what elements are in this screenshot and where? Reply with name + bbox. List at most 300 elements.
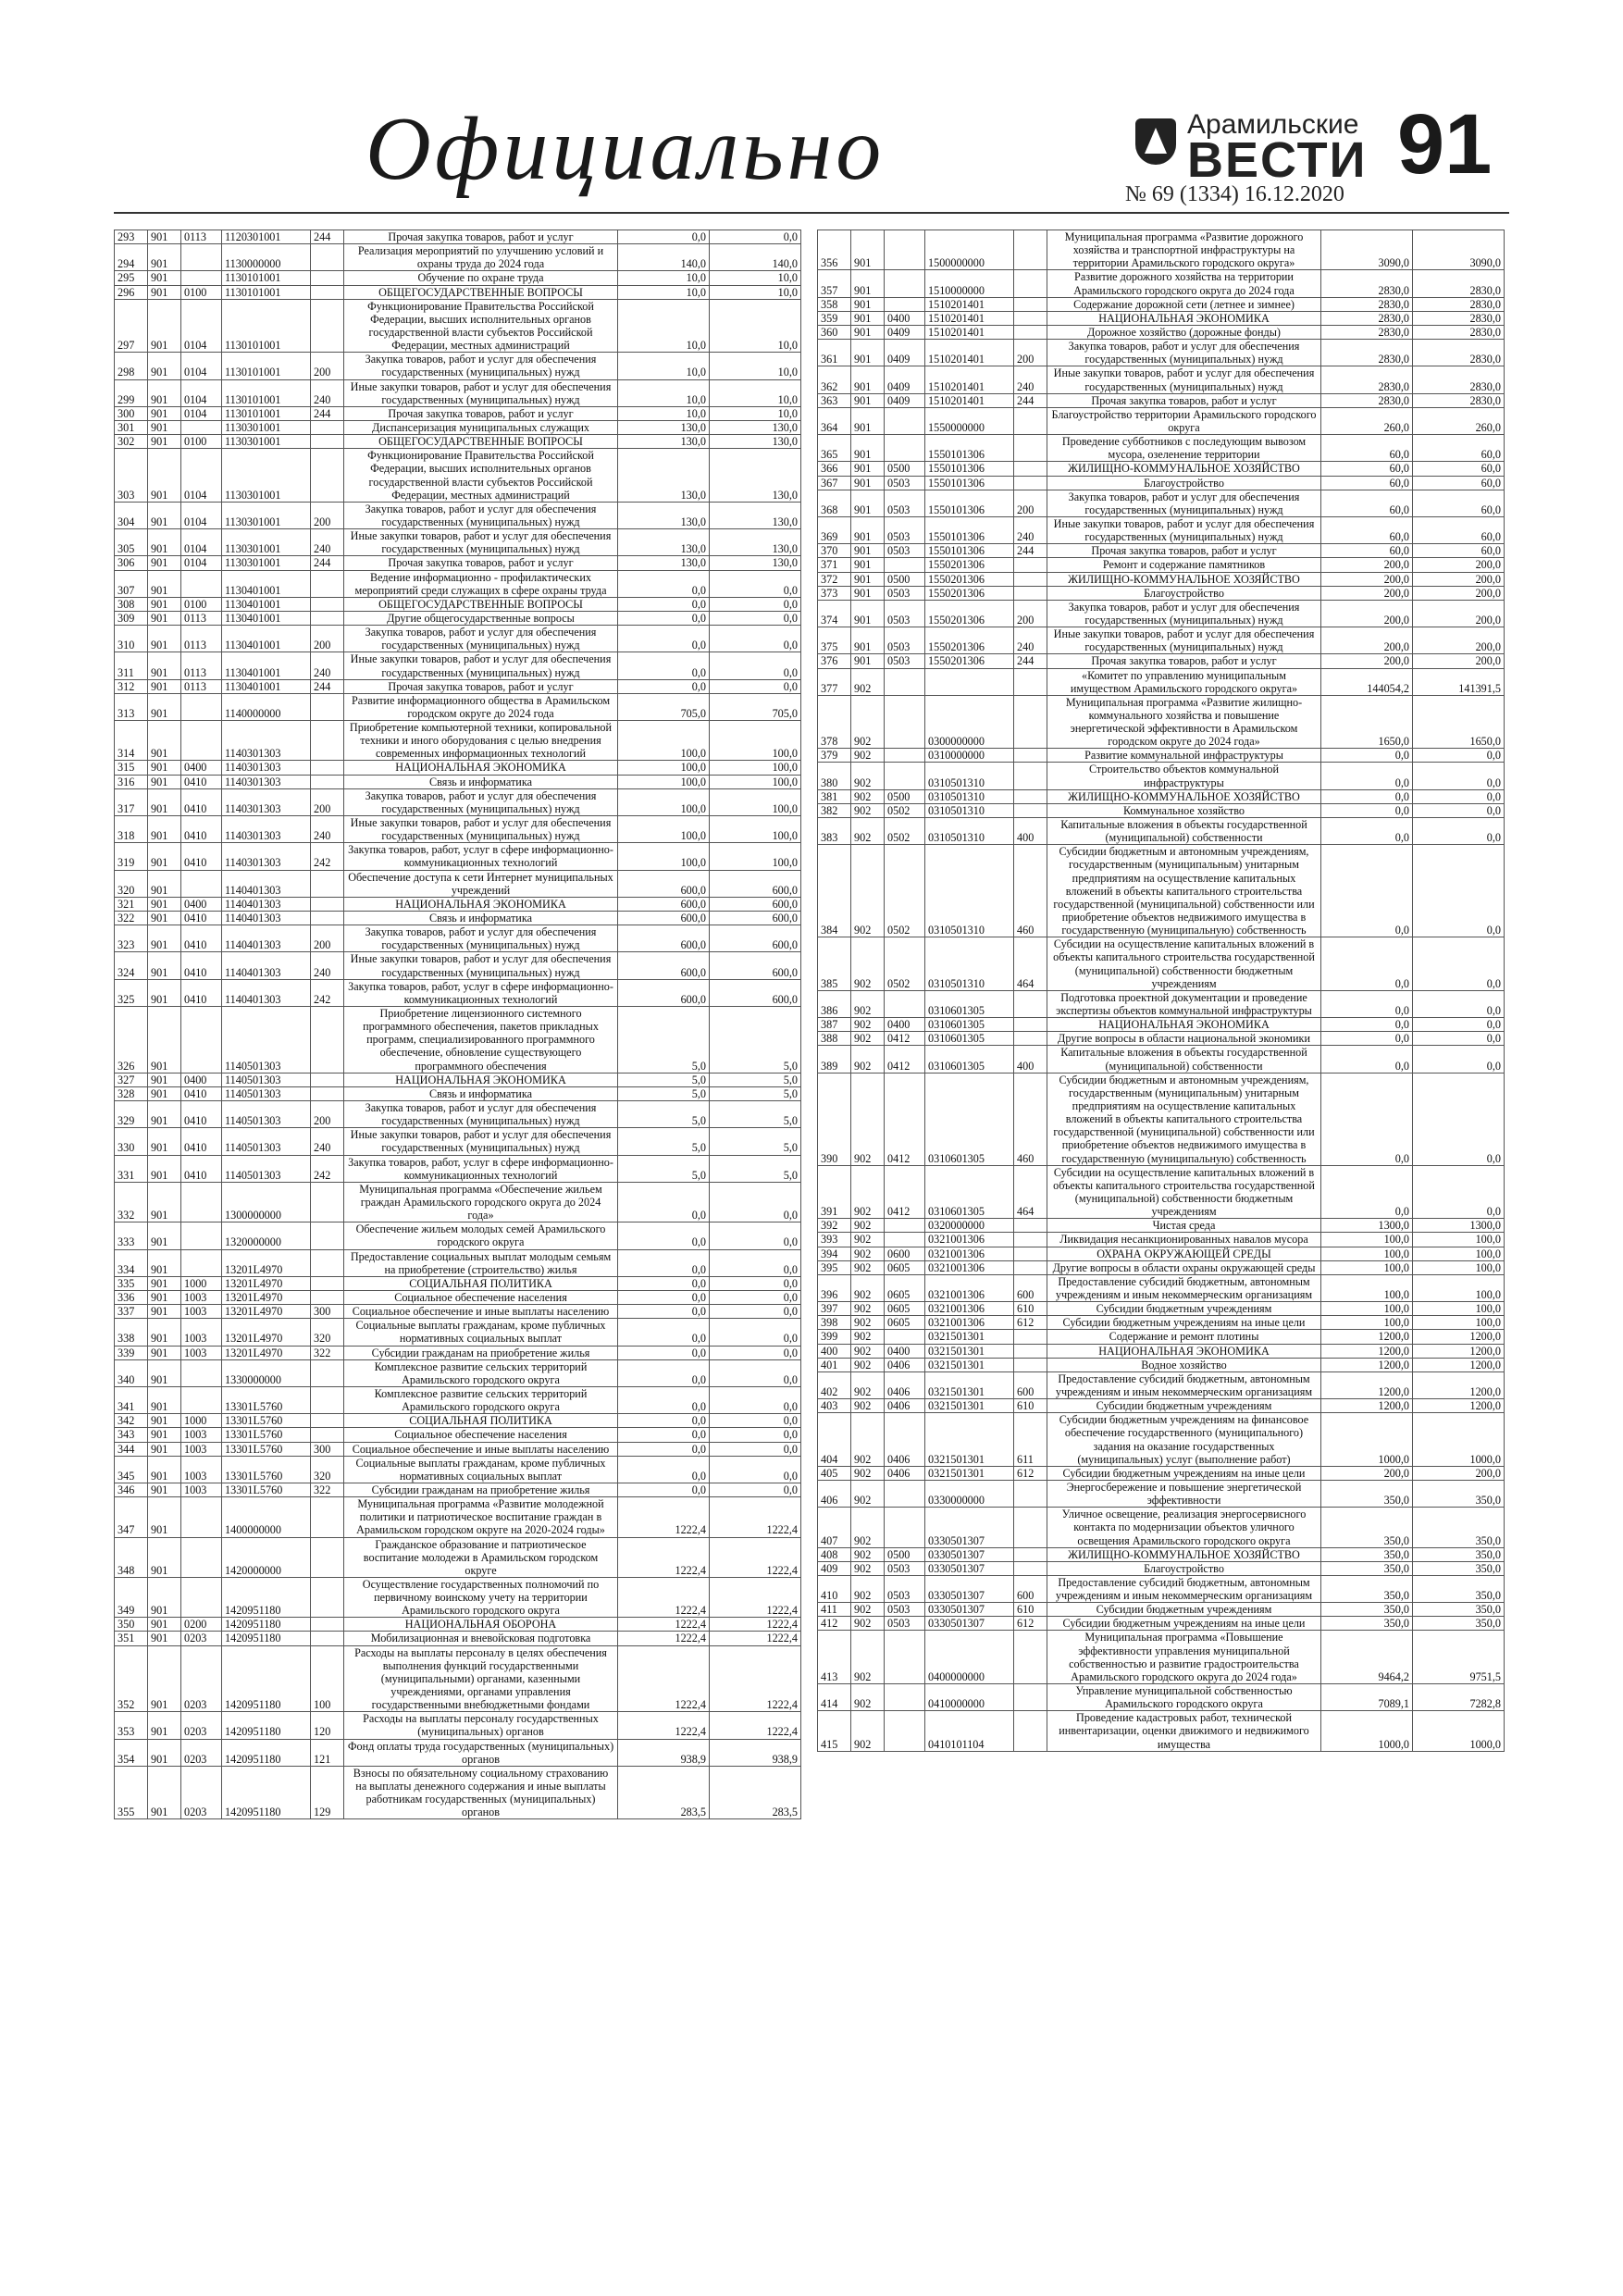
expense-type-cell: 400 <box>1014 818 1047 845</box>
expense-type-cell <box>311 1073 344 1086</box>
row-number-cell: 314 <box>115 721 148 761</box>
section-code-cell: 0100 <box>181 435 222 449</box>
target-article-cell: 1130101001 <box>222 379 311 406</box>
department-code-cell: 901 <box>851 558 885 572</box>
row-number-cell: 396 <box>818 1274 851 1301</box>
table-row <box>818 490 1505 516</box>
table-row <box>818 230 1505 270</box>
department-code-cell: 901 <box>851 340 885 366</box>
table-row <box>115 1290 801 1304</box>
row-number-cell: 318 <box>115 816 148 843</box>
table-row <box>818 1371 1505 1398</box>
amount-2022-cell: 0,0 <box>1413 1165 1505 1219</box>
section-code-cell: 0400 <box>885 1018 925 1032</box>
amount-2021-cell: 0,0 <box>1321 803 1413 817</box>
item-name-cell: Предоставление субсидий бюджетным, автономным учреждениям и иным некоммерческим организациям <box>1047 1371 1321 1398</box>
amount-2022-cell: 1222,4 <box>710 1712 801 1739</box>
department-code-cell: 901 <box>148 406 181 420</box>
target-article-cell: 1130101001 <box>222 353 311 379</box>
amount-2021-cell: 0,0 <box>1321 845 1413 937</box>
row-number-cell: 353 <box>115 1712 148 1739</box>
table-row <box>115 420 801 434</box>
department-code-cell: 902 <box>851 1561 885 1575</box>
expense-type-cell <box>1014 1561 1047 1575</box>
budget-table-right <box>817 230 1505 1752</box>
expense-type-cell <box>311 1222 344 1249</box>
section-code-cell: 0406 <box>885 1466 925 1480</box>
target-article-cell: 1550101306 <box>925 490 1014 516</box>
department-code-cell: 901 <box>148 1319 181 1346</box>
amount-2022-cell: 1200,0 <box>1413 1399 1505 1413</box>
item-name-cell: НАЦИОНАЛЬНАЯ ОБОРОНА <box>344 1618 618 1632</box>
target-article-cell: 1130301001 <box>222 435 311 449</box>
expense-type-cell <box>1014 476 1047 490</box>
item-name-cell: Субсидии бюджетным учреждениям на финансовое обеспечение государственного (муниципального) задания на оказание государственных (муниципальных) услуг (выполнение работ) <box>1047 1413 1321 1467</box>
expense-type-cell <box>311 761 344 775</box>
row-number-cell: 293 <box>115 230 148 244</box>
row-number-cell: 364 <box>818 407 851 434</box>
department-code-cell: 901 <box>851 516 885 543</box>
table-row <box>115 775 801 788</box>
expense-type-cell: 464 <box>1014 937 1047 991</box>
department-code-cell: 902 <box>851 990 885 1017</box>
amount-2021-cell: 350,0 <box>1321 1561 1413 1575</box>
amount-2021-cell: 130,0 <box>618 502 710 528</box>
expense-type-cell: 200 <box>311 925 344 952</box>
expense-type-cell <box>1014 230 1047 270</box>
item-name-cell: СОЦИАЛЬНАЯ ПОЛИТИКА <box>344 1276 618 1290</box>
amount-2021-cell: 600,0 <box>618 897 710 911</box>
expense-type-cell <box>311 435 344 449</box>
section-code-cell: 1003 <box>181 1483 222 1496</box>
row-number-cell: 391 <box>818 1165 851 1219</box>
target-article-cell: 0321501301 <box>925 1330 1014 1344</box>
target-article-cell: 0310601305 <box>925 1018 1014 1032</box>
section-code-cell: 0113 <box>181 679 222 693</box>
amount-2021-cell: 1222,4 <box>618 1632 710 1645</box>
section-code-cell: 0410 <box>181 775 222 788</box>
amount-2022-cell: 140,0 <box>710 244 801 271</box>
amount-2021-cell: 0,0 <box>618 611 710 625</box>
target-article-cell: 1550101306 <box>925 544 1014 558</box>
amount-2022-cell: 9751,5 <box>1413 1631 1505 1684</box>
amount-2021-cell: 350,0 <box>1321 1508 1413 1547</box>
amount-2022-cell: 283,5 <box>710 1766 801 1819</box>
expense-type-cell: 322 <box>311 1483 344 1496</box>
expense-type-cell <box>1014 435 1047 462</box>
department-code-cell: 901 <box>851 311 885 325</box>
amount-2022-cell: 200,0 <box>1413 654 1505 668</box>
department-code-cell: 901 <box>148 1101 181 1128</box>
row-number-cell: 406 <box>818 1480 851 1507</box>
section-code-cell <box>181 1007 222 1074</box>
row-number-cell: 301 <box>115 420 148 434</box>
target-article-cell: 1140301303 <box>222 816 311 843</box>
amount-2022-cell: 130,0 <box>710 556 801 570</box>
item-name-cell: Проведение кадастровых работ, технической инвентаризации, оценки движимого и недвижимого имущества <box>1047 1711 1321 1751</box>
row-number-cell: 335 <box>115 1276 148 1290</box>
department-code-cell: 901 <box>148 271 181 285</box>
amount-2021-cell: 3090,0 <box>1321 230 1413 270</box>
section-code-cell <box>885 749 925 763</box>
department-code-cell: 901 <box>148 1537 181 1577</box>
amount-2021-cell: 60,0 <box>1321 544 1413 558</box>
target-article-cell: 1550201306 <box>925 572 1014 586</box>
section-code-cell: 0203 <box>181 1766 222 1819</box>
amount-2022-cell: 10,0 <box>710 271 801 285</box>
row-number-cell: 404 <box>818 1413 851 1467</box>
target-article-cell: 1140401303 <box>222 912 311 925</box>
amount-2022-cell: 200,0 <box>1413 627 1505 654</box>
department-code-cell: 901 <box>148 1276 181 1290</box>
expense-type-cell <box>311 244 344 271</box>
amount-2022-cell: 5,0 <box>710 1101 801 1128</box>
department-code-cell: 902 <box>851 1302 885 1316</box>
amount-2021-cell: 0,0 <box>618 230 710 244</box>
department-code-cell: 901 <box>851 586 885 600</box>
row-number-cell: 411 <box>818 1603 851 1617</box>
expense-type-cell: 400 <box>1014 1046 1047 1073</box>
item-name-cell: Прочая закупка товаров, работ и услуг <box>1047 393 1321 407</box>
item-name-cell: Закупка товаров, работ, услуг в сфере информационно-коммуникационных технологий <box>344 1155 618 1182</box>
table-row <box>115 597 801 611</box>
section-code-cell <box>885 435 925 462</box>
section-code-cell <box>181 244 222 271</box>
item-name-cell: Субсидии гражданам на приобретение жилья <box>344 1483 618 1496</box>
target-article-cell: 1420951180 <box>222 1645 311 1712</box>
amount-2022-cell: 60,0 <box>1413 462 1505 476</box>
row-number-cell: 351 <box>115 1632 148 1645</box>
table-row <box>115 1155 801 1182</box>
section-code-cell: 0412 <box>885 1073 925 1165</box>
item-name-cell: Муниципальная программа «Развитие дорожного хозяйства и транспортной инфраструктуры на территории Арамильского городского округа» <box>1047 230 1321 270</box>
amount-2022-cell: 600,0 <box>710 952 801 979</box>
target-article-cell: 0410000000 <box>925 1684 1014 1711</box>
table-row <box>818 937 1505 991</box>
section-code-cell <box>885 558 925 572</box>
amount-2021-cell: 100,0 <box>1321 1274 1413 1301</box>
section-code-cell: 0600 <box>885 1247 925 1260</box>
section-code-cell: 0410 <box>181 925 222 952</box>
amount-2021-cell: 100,0 <box>1321 1302 1413 1316</box>
amount-2022-cell: 0,0 <box>710 1483 801 1496</box>
target-article-cell: 0310501310 <box>925 789 1014 803</box>
department-code-cell: 902 <box>851 1575 885 1602</box>
row-number-cell: 362 <box>818 366 851 393</box>
department-code-cell: 902 <box>851 1413 885 1467</box>
target-article-cell: 0321501301 <box>925 1466 1014 1480</box>
expense-type-cell <box>1014 558 1047 572</box>
row-number-cell: 309 <box>115 611 148 625</box>
expense-type-cell: 612 <box>1014 1617 1047 1631</box>
table-row <box>115 435 801 449</box>
table-row <box>115 1483 801 1496</box>
amount-2021-cell: 100,0 <box>618 788 710 815</box>
department-code-cell: 901 <box>148 1414 181 1428</box>
target-article-cell: 1510201401 <box>925 325 1014 339</box>
section-code-cell: 0410 <box>181 816 222 843</box>
item-name-cell: Субсидии бюджетным учреждениям <box>1047 1603 1321 1617</box>
amount-2022-cell: 100,0 <box>710 775 801 788</box>
table-row <box>818 1480 1505 1507</box>
table-row <box>115 1319 801 1346</box>
department-code-cell: 901 <box>148 1739 181 1766</box>
department-code-cell: 902 <box>851 1073 885 1165</box>
item-name-cell: Субсидии бюджетным и автономным учреждениям, государственным (муниципальным) унитарным предприятиям на осуществление капитальных вложений в объекты капитального строительства государственной (муниципальной) собственности или приобретение объектов недвижимого имущества в государственную (муниципальную) собственность <box>1047 845 1321 937</box>
table-row <box>818 476 1505 490</box>
item-name-cell: Закупка товаров, работ и услуг для обеспечения государственных (муниципальных) нужд <box>344 788 618 815</box>
item-name-cell: Иные закупки товаров, работ и услуг для обеспечения государственных (муниципальных) нужд <box>344 952 618 979</box>
amount-2022-cell: 10,0 <box>710 406 801 420</box>
target-article-cell: 1320000000 <box>222 1222 311 1249</box>
amount-2021-cell: 1200,0 <box>1321 1344 1413 1358</box>
table-row <box>115 379 801 406</box>
row-number-cell: 300 <box>115 406 148 420</box>
amount-2022-cell: 2830,0 <box>1413 297 1505 311</box>
table-row <box>818 789 1505 803</box>
section-code-cell <box>181 1386 222 1413</box>
target-article-cell: 1550000000 <box>925 407 1014 434</box>
expense-type-cell <box>311 1007 344 1074</box>
expense-type-cell: 460 <box>1014 1073 1047 1165</box>
target-article-cell: 1130401001 <box>222 611 311 625</box>
amount-2022-cell: 5,0 <box>710 1155 801 1182</box>
item-name-cell: Закупка товаров, работ, услуг в сфере информационно-коммуникационных технологий <box>344 843 618 870</box>
row-number-cell: 366 <box>818 462 851 476</box>
table-row <box>115 230 801 244</box>
table-row <box>818 1032 1505 1046</box>
item-name-cell: ОБЩЕГОСУДАРСТВЕННЫЕ ВОПРОСЫ <box>344 285 618 299</box>
target-article-cell: 1550201306 <box>925 600 1014 627</box>
target-article-cell: 1550201306 <box>925 654 1014 668</box>
expense-type-cell <box>311 1618 344 1632</box>
table-row <box>115 1645 801 1712</box>
target-article-cell: 1510201401 <box>925 311 1014 325</box>
amount-2022-cell: 100,0 <box>710 721 801 761</box>
table-row <box>115 406 801 420</box>
item-name-cell: Прочая закупка товаров, работ и услуг <box>1047 544 1321 558</box>
item-name-cell: Прочая закупка товаров, работ и услуг <box>344 556 618 570</box>
target-article-cell: 0321501301 <box>925 1399 1014 1413</box>
amount-2021-cell: 1222,4 <box>618 1537 710 1577</box>
amount-2022-cell: 0,0 <box>1413 937 1505 991</box>
amount-2021-cell: 144054,2 <box>1321 668 1413 695</box>
amount-2022-cell: 350,0 <box>1413 1561 1505 1575</box>
table-row <box>818 627 1505 654</box>
section-code-cell: 0104 <box>181 556 222 570</box>
table-row <box>115 1442 801 1456</box>
row-number-cell: 403 <box>818 1399 851 1413</box>
expense-type-cell <box>1014 1330 1047 1344</box>
department-code-cell: 902 <box>851 1508 885 1547</box>
department-code-cell: 902 <box>851 1684 885 1711</box>
row-number-cell: 398 <box>818 1316 851 1330</box>
target-article-cell: 0310601305 <box>925 1073 1014 1165</box>
target-article-cell: 1130000000 <box>222 244 311 271</box>
amount-2021-cell: 0,0 <box>618 1483 710 1496</box>
department-code-cell: 901 <box>148 1483 181 1496</box>
amount-2021-cell: 1200,0 <box>1321 1330 1413 1344</box>
amount-2022-cell: 130,0 <box>710 529 801 556</box>
amount-2022-cell: 2830,0 <box>1413 311 1505 325</box>
row-number-cell: 305 <box>115 529 148 556</box>
table-row <box>818 1344 1505 1358</box>
row-number-cell: 343 <box>115 1428 148 1442</box>
expense-type-cell: 600 <box>1014 1371 1047 1398</box>
expense-type-cell <box>311 271 344 285</box>
section-code-cell: 0503 <box>885 586 925 600</box>
table-row <box>818 1316 1505 1330</box>
section-code-cell: 0410 <box>181 1155 222 1182</box>
row-number-cell: 328 <box>115 1086 148 1100</box>
expense-type-cell <box>1014 668 1047 695</box>
expense-type-cell: 200 <box>1014 340 1047 366</box>
section-code-cell: 0406 <box>885 1413 925 1467</box>
table-row <box>115 353 801 379</box>
target-article-cell: 0321001306 <box>925 1247 1014 1260</box>
amount-2022-cell: 100,0 <box>1413 1260 1505 1274</box>
item-name-cell: Субсидии бюджетным и автономным учреждениям, государственным (муниципальным) унитарным предприятиям на осуществление капитальных вложений в объекты капитального строительства государственной (муниципальной) собственности или приобретение объектов недвижимого имущества в государственную (муниципальную) собственность <box>1047 1073 1321 1165</box>
expense-type-cell <box>1014 297 1047 311</box>
expense-type-cell <box>311 912 344 925</box>
amount-2022-cell: 3090,0 <box>1413 230 1505 270</box>
row-number-cell: 397 <box>818 1302 851 1316</box>
section-code-cell <box>885 270 925 297</box>
section-code-cell: 0412 <box>885 1032 925 1046</box>
section-code-cell <box>885 695 925 749</box>
table-row <box>818 544 1505 558</box>
row-number-cell: 400 <box>818 1344 851 1358</box>
table-row <box>115 788 801 815</box>
target-article-cell: 1420951180 <box>222 1766 311 1819</box>
target-article-cell: 1550201306 <box>925 627 1014 654</box>
amount-2022-cell: 0,0 <box>710 570 801 597</box>
target-article-cell: 0300000000 <box>925 695 1014 749</box>
amount-2021-cell: 0,0 <box>618 1414 710 1428</box>
amount-2022-cell: 200,0 <box>1413 1466 1505 1480</box>
section-code-cell: 0410 <box>181 1086 222 1100</box>
section-code-cell: 1003 <box>181 1290 222 1304</box>
item-name-cell: Развитие дорожного хозяйства на территории Арамильского городского округа до 2024 года <box>1047 270 1321 297</box>
amount-2022-cell: 60,0 <box>1413 490 1505 516</box>
row-number-cell: 383 <box>818 818 851 845</box>
amount-2022-cell: 100,0 <box>710 843 801 870</box>
table-row <box>115 693 801 720</box>
target-article-cell: 1500000000 <box>925 230 1014 270</box>
department-code-cell: 902 <box>851 1018 885 1032</box>
section-code-cell <box>181 420 222 434</box>
amount-2022-cell: 600,0 <box>710 912 801 925</box>
department-code-cell: 902 <box>851 1711 885 1751</box>
department-code-cell: 902 <box>851 1399 885 1413</box>
section-code-cell <box>181 1577 222 1617</box>
target-article-cell: 13201L4970 <box>222 1290 311 1304</box>
table-row <box>818 668 1505 695</box>
table-row <box>115 1346 801 1359</box>
expense-type-cell <box>311 597 344 611</box>
expense-type-cell: 200 <box>311 502 344 528</box>
target-article-cell: 0321001306 <box>925 1302 1014 1316</box>
expense-type-cell <box>311 1290 344 1304</box>
item-name-cell: Диспансеризация муниципальных служащих <box>344 420 618 434</box>
table-row <box>115 1766 801 1819</box>
department-code-cell: 901 <box>851 476 885 490</box>
expense-type-cell: 244 <box>311 406 344 420</box>
department-code-cell: 902 <box>851 1330 885 1344</box>
amount-2021-cell: 0,0 <box>618 1428 710 1442</box>
department-code-cell: 902 <box>851 1466 885 1480</box>
section-code-cell: 0104 <box>181 299 222 353</box>
target-article-cell: 1550101306 <box>925 476 1014 490</box>
expense-type-cell <box>1014 572 1047 586</box>
department-code-cell: 901 <box>148 721 181 761</box>
amount-2021-cell: 0,0 <box>1321 1032 1413 1046</box>
table-row <box>818 1603 1505 1617</box>
expense-type-cell <box>1014 1547 1047 1561</box>
amount-2021-cell: 350,0 <box>1321 1575 1413 1602</box>
table-row <box>818 1233 1505 1247</box>
expense-type-cell <box>311 299 344 353</box>
target-article-cell: 0310601305 <box>925 1165 1014 1219</box>
target-article-cell: 0321501301 <box>925 1358 1014 1371</box>
expense-type-cell: 244 <box>1014 654 1047 668</box>
section-code-cell: 0503 <box>885 516 925 543</box>
table-row <box>115 502 801 528</box>
item-name-cell: Уличное освещение, реализация энергосервисного контакта по модернизации объектов уличного освещения Арамильского городского округа <box>1047 1508 1321 1547</box>
table-row <box>115 912 801 925</box>
section-code-cell: 0503 <box>885 654 925 668</box>
row-number-cell: 315 <box>115 761 148 775</box>
department-code-cell: 902 <box>851 789 885 803</box>
amount-2021-cell: 0,0 <box>618 626 710 652</box>
department-code-cell: 901 <box>148 435 181 449</box>
department-code-cell: 901 <box>148 1442 181 1456</box>
section-code-cell: 0503 <box>885 1561 925 1575</box>
department-code-cell: 901 <box>148 816 181 843</box>
department-code-cell: 902 <box>851 1547 885 1561</box>
amount-2021-cell: 60,0 <box>1321 490 1413 516</box>
budget-table-left-body <box>115 230 801 1819</box>
table-row <box>115 449 801 503</box>
row-number-cell: 360 <box>818 325 851 339</box>
department-code-cell: 901 <box>851 572 885 586</box>
row-number-cell: 330 <box>115 1128 148 1155</box>
row-number-cell: 310 <box>115 626 148 652</box>
table-row <box>115 870 801 897</box>
expense-type-cell: 600 <box>1014 1274 1047 1301</box>
budget-table-right-body <box>818 230 1505 1752</box>
target-article-cell: 1510201401 <box>925 366 1014 393</box>
row-number-cell: 336 <box>115 1290 148 1304</box>
row-number-cell: 296 <box>115 285 148 299</box>
section-code-cell: 1000 <box>181 1276 222 1290</box>
item-name-cell: Ведение информационно - профилактических мероприятий среди служащих в сфере охраны труда <box>344 570 618 597</box>
target-article-cell: 0310601305 <box>925 1032 1014 1046</box>
section-code-cell <box>885 407 925 434</box>
department-code-cell: 901 <box>148 1386 181 1413</box>
item-name-cell: Иные закупки товаров, работ и услуг для обеспечения государственных (муниципальных) нужд <box>1047 627 1321 654</box>
amount-2022-cell: 0,0 <box>710 1414 801 1428</box>
item-name-cell: СОЦИАЛЬНАЯ ПОЛИТИКА <box>344 1414 618 1428</box>
logo-top-text: Арамильские <box>1187 109 1359 140</box>
amount-2021-cell: 10,0 <box>618 271 710 285</box>
expense-type-cell <box>1014 462 1047 476</box>
section-code-cell <box>181 1182 222 1222</box>
table-row <box>115 626 801 652</box>
section-code-cell: 0113 <box>181 626 222 652</box>
department-code-cell: 902 <box>851 1247 885 1260</box>
target-article-cell: 1140401303 <box>222 979 311 1006</box>
